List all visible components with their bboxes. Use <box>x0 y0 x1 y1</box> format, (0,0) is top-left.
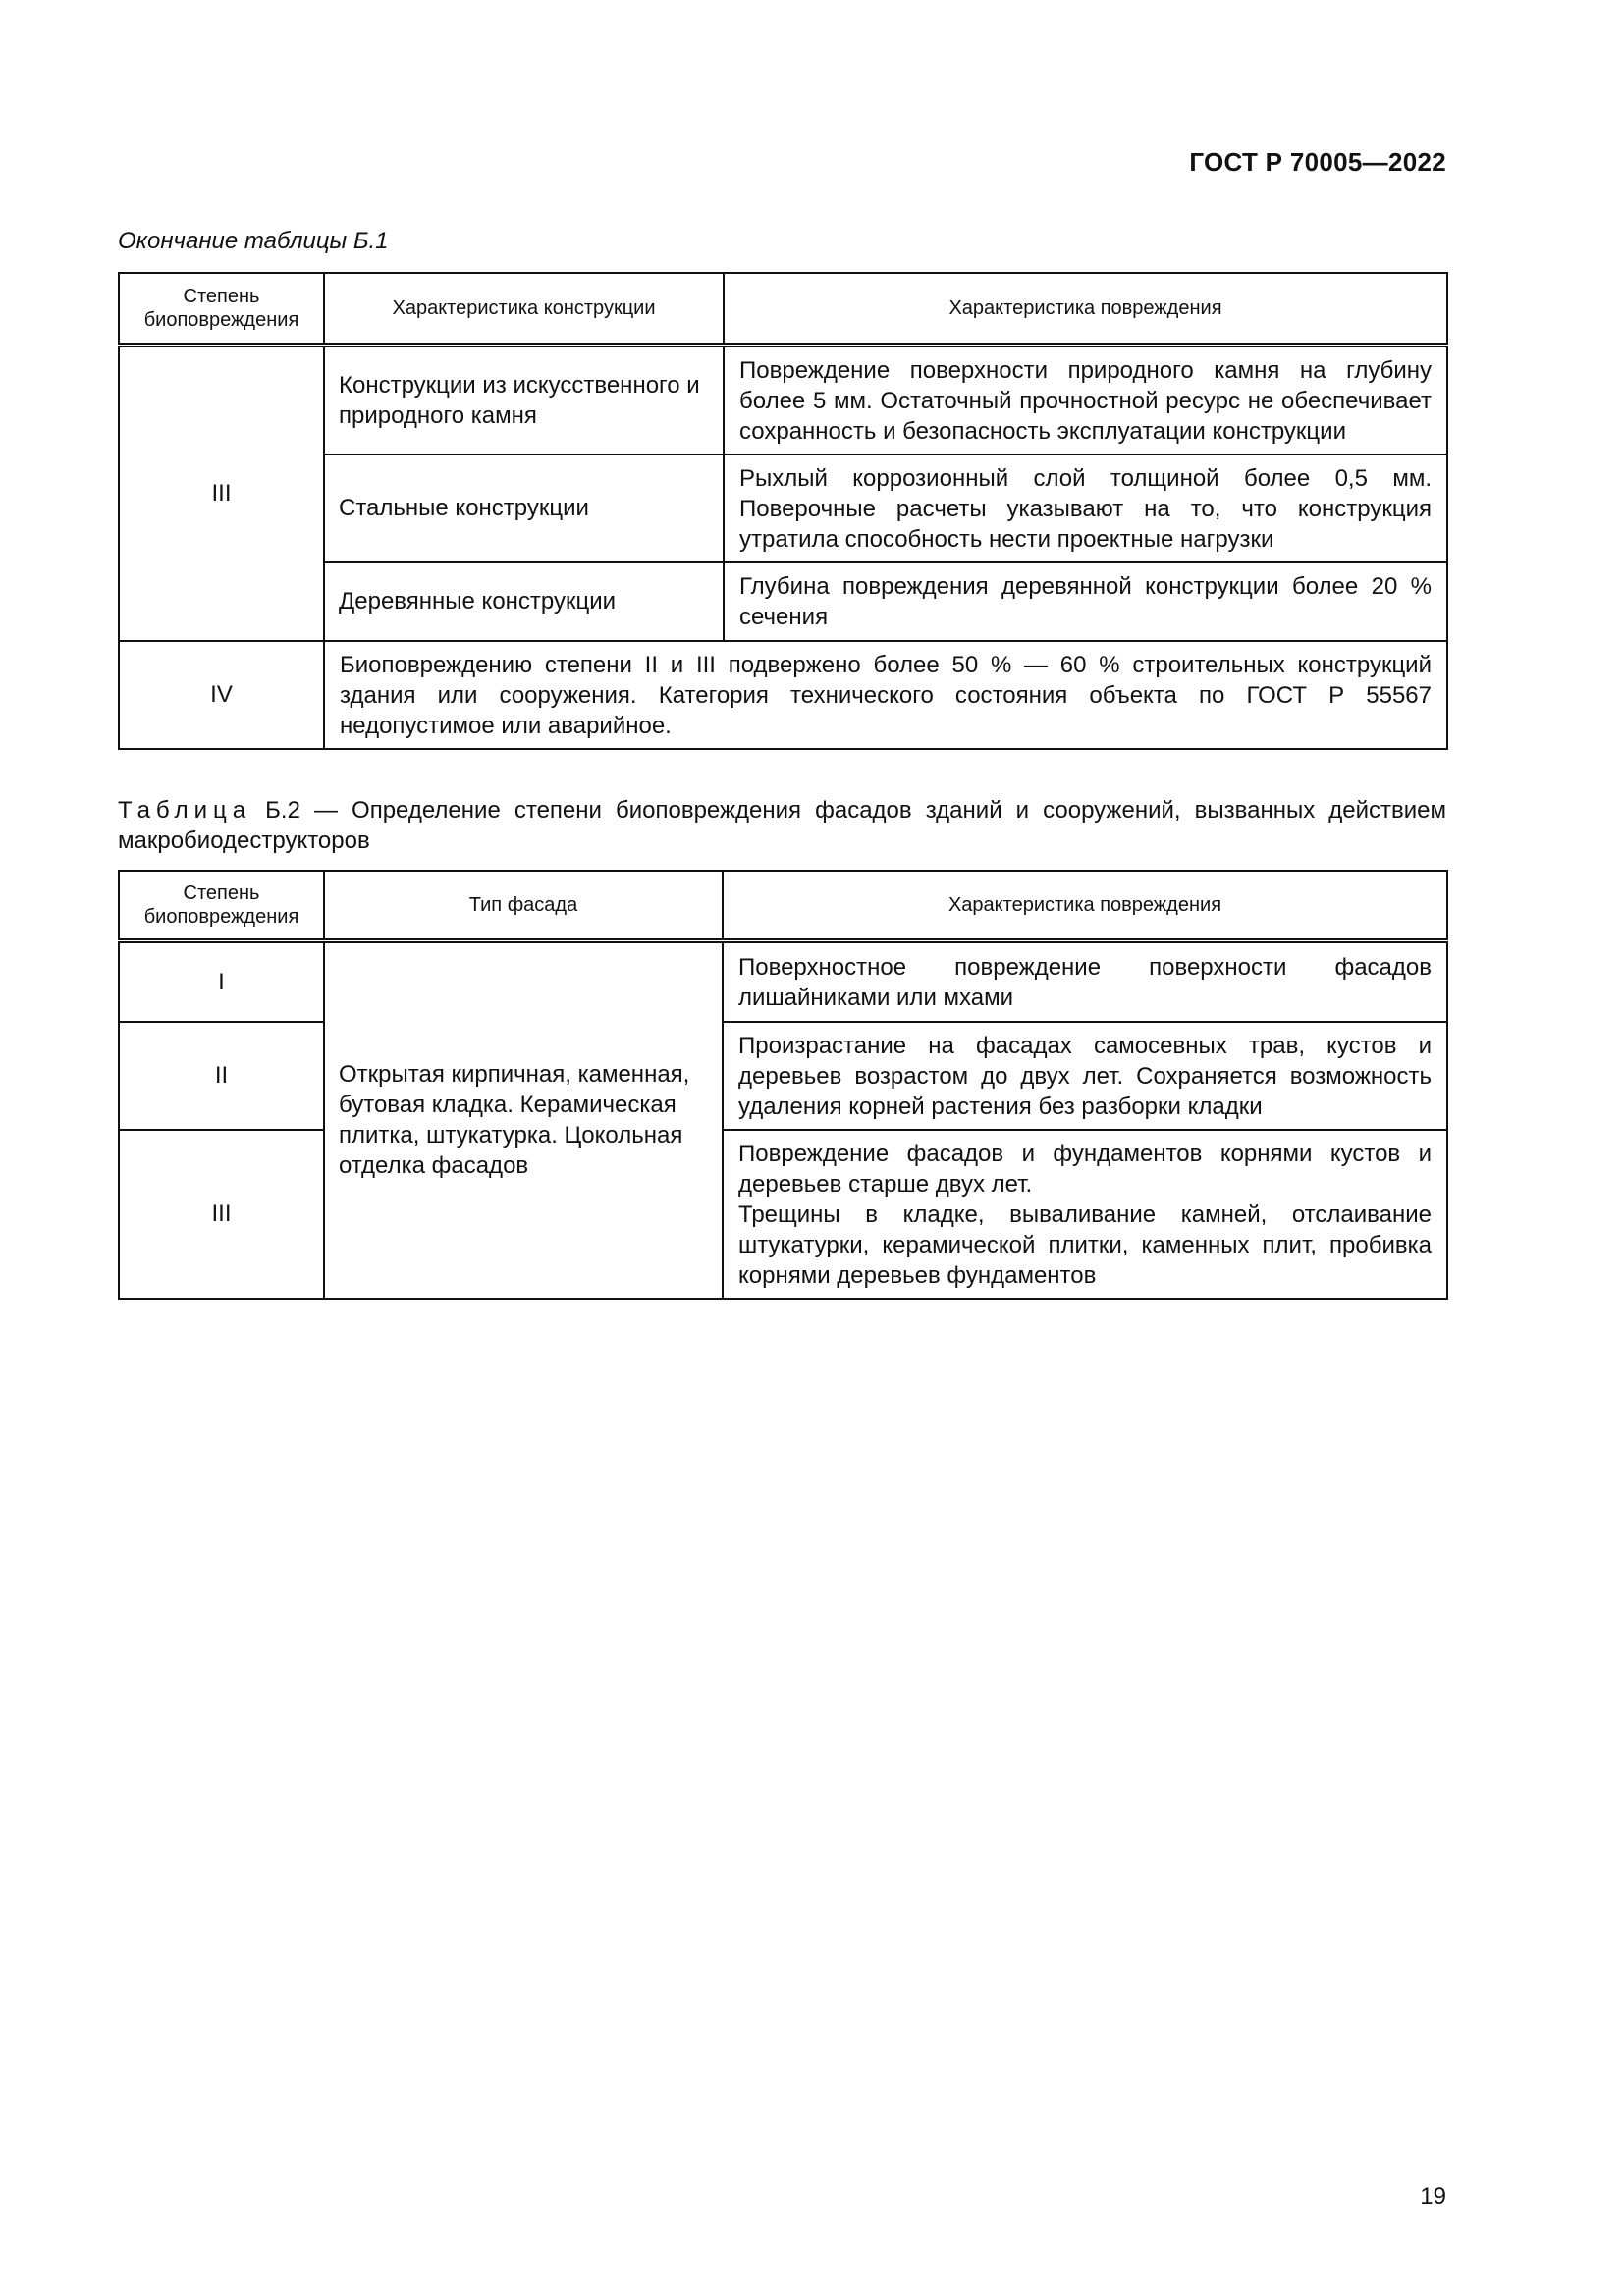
header-facade-type: Тип фасада <box>324 871 723 941</box>
header-degree: Степень биоповреждения <box>119 273 324 346</box>
damage-paragraph: Трещины в кладке, вываливание камней, отслаивание штукатурки, керамической плитки, каменных плит, пробивка корнями деревьев фундаментов <box>738 1201 1432 1289</box>
document-code: ГОСТ Р 70005—2022 <box>1189 147 1446 177</box>
table-title: Б.2 — Определение степени биоповреждения фасадов зданий и сооружений, вызванных действием макробиодеструкторов <box>118 797 1447 854</box>
table-row <box>119 346 1447 454</box>
damage-paragraph: Повреждение фасадов и фундаментов корнями кустов и деревьев старше двух лет. <box>738 1140 1432 1198</box>
facade-type-cell: Открытая кирпичная, каменная, бутовая кладка. Керамическая плитка, штукатурка. Цокольная отделка фасадов <box>324 941 723 1299</box>
table-b2 <box>118 870 1448 1300</box>
damage-cell <box>723 1130 1447 1299</box>
degree-cell: III <box>119 1130 324 1299</box>
damage-cell: Произрастание на фасадах самосевных трав, кустов и деревьев возрастом до двух лет. Сохраняется возможность удаления корней растения без разборки кладки <box>723 1022 1447 1130</box>
damage-cell: Рыхлый коррозионный слой толщиной более 0,5 мм. Поверочные расчеты указывают на то, что конструкция утратила способность нести проектные нагрузки <box>724 454 1447 562</box>
damage-cell: Глубина повреждения деревянной конструкции более 20 % сечения <box>724 562 1447 641</box>
table-b1 <box>118 272 1448 750</box>
construction-cell: Стальные конструкции <box>324 454 724 562</box>
degree-cell: III <box>119 346 324 641</box>
degree-cell: II <box>119 1022 324 1130</box>
page-number: 19 <box>1420 2183 1446 2210</box>
degree-cell: IV <box>119 641 324 749</box>
table-label: Таблица <box>118 797 252 824</box>
header-degree: Степень биоповреждения <box>119 871 324 941</box>
construction-cell: Конструкции из искусственного и природного камня <box>324 346 724 454</box>
header-damage: Характеристика повреждения <box>723 871 1447 941</box>
table-row <box>119 1022 1447 1130</box>
table-row <box>119 1130 1447 1299</box>
table-row <box>119 641 1447 749</box>
damage-cell: Повреждение поверхности природного камня на глубину более 5 мм. Остаточный прочностной ресурс не обеспечивает сохранность и безопасность эксплуатации конструкции <box>724 346 1447 454</box>
degree-cell: I <box>119 941 324 1022</box>
degree-iv-description: Биоповреждению степени II и III подвержено более 50 % — 60 % строительных конструкций здания или сооружения. Категория технического состояния объекта по ГОСТ Р 55567 недопустимое или аварийное. <box>324 641 1447 749</box>
header-damage: Характеристика повреждения <box>724 273 1447 346</box>
table-header-row <box>119 871 1447 941</box>
table-row <box>119 941 1447 1022</box>
table-b2-caption <box>118 795 1446 856</box>
damage-cell: Поверхностное повреждение поверхности фасадов лишайниками или мхами <box>723 941 1447 1022</box>
header-construction: Характеристика конструкции <box>324 273 724 346</box>
table-header-row <box>119 273 1447 346</box>
table-continuation-caption: Окончание таблицы Б.1 <box>118 228 389 254</box>
construction-cell: Деревянные конструкции <box>324 562 724 641</box>
